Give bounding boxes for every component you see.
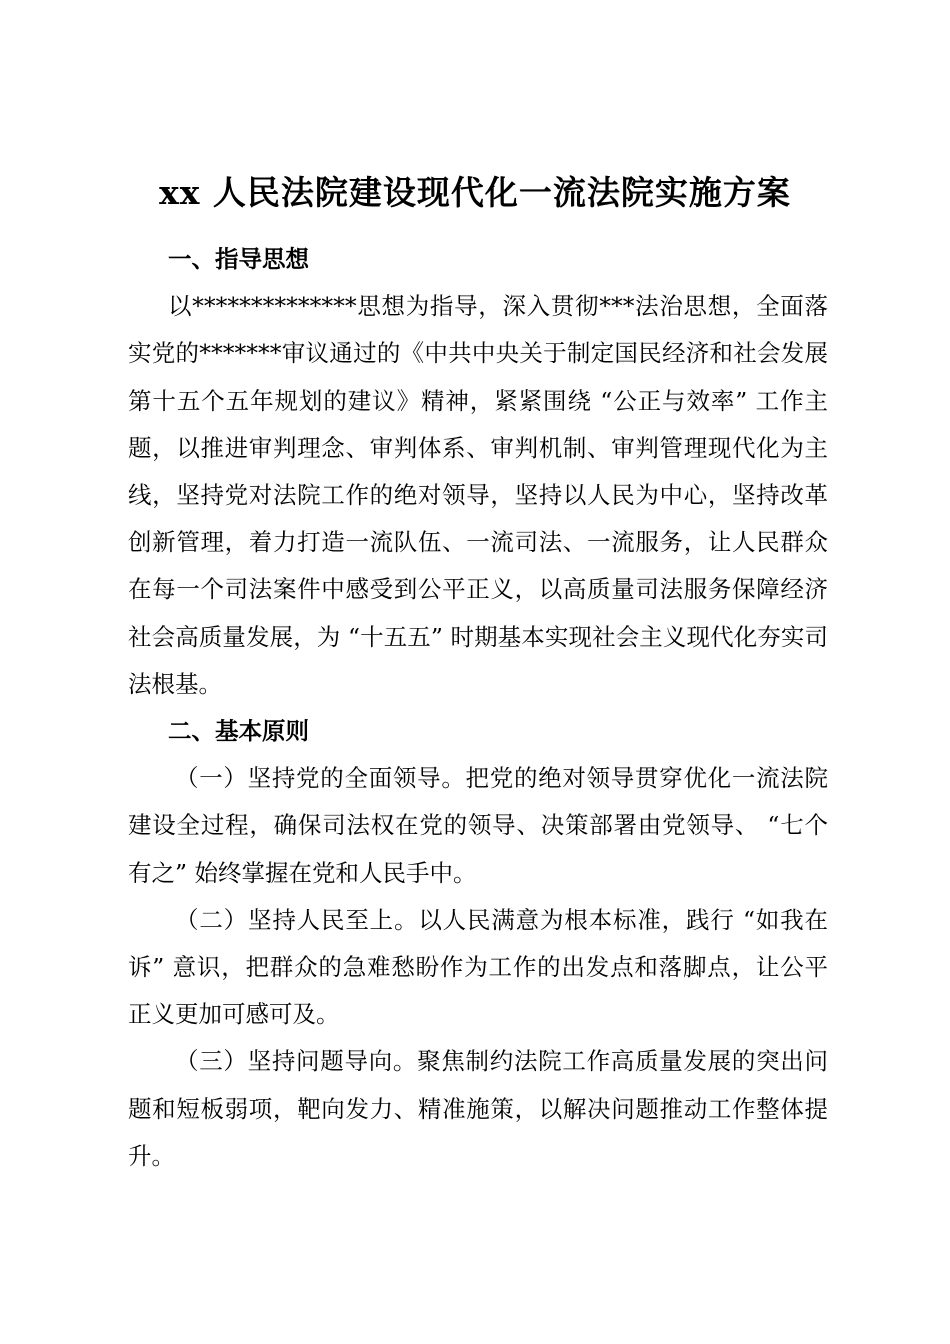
paragraph: 以**************思想为指导，深入贯彻***法治思想，全面落实党的*******审议通过的《中共中央关于制定国民经济和社会发展第十五个五年规划的建议》精神，紧紧围绕 “公正与效率” 工作主题，以推进审判理念、审判体系、审判机制、审判管理现代化为主线，坚持党对法院工作的绝对领导，坚持以人民为中心，坚持改革创新管理，着力打造一流队伍、一流司法、一流服务，让人民群众在每一个司法案件中感受到公平正义，以高质量司法服务保障经济社会高质量发展，为 “十五五” 时期基本实现社会主义现代化夯实司法根基。	[128, 292, 828, 698]
section-basic-principles	[128, 708, 828, 1180]
paragraph: （二）坚持人民至上。以人民满意为根本标准，践行 “如我在诉” 意识，把群众的急难愁盼作为工作的出发点和落脚点，让公平正义更加可感可及。	[128, 905, 828, 1029]
section-heading: 二、基本原则	[168, 717, 309, 746]
paragraph: （一）坚持党的全面领导。把党的绝对领导贯穿优化一流法院建设全过程，确保司法权在党的领导、决策部署由党领导、 “七个有之” 始终掌握在党和人民手中。	[128, 764, 828, 887]
section-heading: 一、指导思想	[168, 245, 309, 273]
section-guiding-ideology	[128, 236, 828, 708]
document-body	[128, 236, 828, 1180]
document-title: xx 人民法院建设现代化一流法院实施方案	[159, 173, 791, 212]
paragraph: （三）坚持问题导向。聚焦制约法院工作高质量发展的突出问题和短板弱项，靶向发力、精准施策，以解决问题推动工作整体提升。	[128, 1047, 828, 1170]
